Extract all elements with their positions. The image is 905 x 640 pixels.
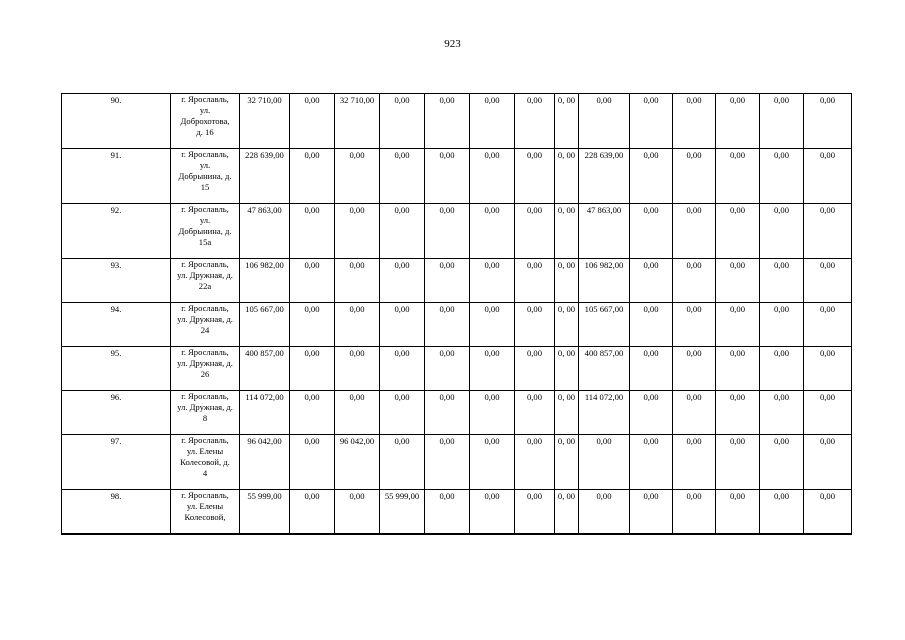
value-cell: 32 710,00 — [335, 94, 380, 149]
value-cell: 0,00 — [380, 303, 425, 347]
value-cell: 0, 00 — [555, 204, 579, 259]
value-cell: 0,00 — [804, 259, 852, 303]
value-cell: 0,00 — [380, 391, 425, 435]
total-cell: 105 667,00 — [240, 303, 290, 347]
value-cell: 0, 00 — [555, 391, 579, 435]
value-cell: 0,00 — [290, 94, 335, 149]
value-cell: 0,00 — [425, 303, 470, 347]
value-cell: 0,00 — [380, 435, 425, 490]
value-cell: 0,00 — [760, 94, 804, 149]
address-cell: г. Ярославль, ул. Елены Колесовой, — [171, 490, 240, 535]
value-cell: 0,00 — [290, 347, 335, 391]
value-cell: 0,00 — [804, 347, 852, 391]
total-cell: 400 857,00 — [240, 347, 290, 391]
value-cell: 0,00 — [515, 204, 555, 259]
table-row — [62, 435, 852, 490]
value-cell: 0,00 — [630, 259, 673, 303]
value-cell: 0,00 — [673, 435, 716, 490]
value-cell: 0,00 — [290, 149, 335, 204]
row-number-cell: 98. — [62, 490, 171, 535]
table-row — [62, 94, 852, 149]
row-number-cell: 91. — [62, 149, 171, 204]
value-cell: 0,00 — [630, 149, 673, 204]
value-cell: 0,00 — [515, 347, 555, 391]
value-cell: 0,00 — [425, 259, 470, 303]
value-cell: 0,00 — [804, 204, 852, 259]
total-cell: 114 072,00 — [240, 391, 290, 435]
value-cell: 0, 00 — [555, 347, 579, 391]
value-cell: 0,00 — [335, 259, 380, 303]
value-cell: 400 857,00 — [579, 347, 630, 391]
value-cell: 0,00 — [716, 303, 760, 347]
value-cell: 0,00 — [760, 435, 804, 490]
row-number-cell: 96. — [62, 391, 171, 435]
value-cell: 0, 00 — [555, 435, 579, 490]
value-cell: 0,00 — [804, 94, 852, 149]
value-cell: 0,00 — [425, 204, 470, 259]
value-cell: 0,00 — [716, 259, 760, 303]
value-cell: 0,00 — [716, 435, 760, 490]
value-cell: 0,00 — [716, 204, 760, 259]
value-cell: 0,00 — [804, 303, 852, 347]
value-cell: 0,00 — [630, 435, 673, 490]
total-cell: 55 999,00 — [240, 490, 290, 535]
value-cell: 0,00 — [470, 259, 515, 303]
value-cell: 0,00 — [335, 204, 380, 259]
address-cell: г. Ярославль, ул. Доброхотова, д. 16 — [171, 94, 240, 149]
value-cell: 0,00 — [335, 303, 380, 347]
value-cell: 0,00 — [673, 149, 716, 204]
total-cell: 106 982,00 — [240, 259, 290, 303]
value-cell: 0,00 — [716, 94, 760, 149]
value-cell: 0,00 — [673, 204, 716, 259]
value-cell: 0,00 — [760, 347, 804, 391]
row-number-cell: 95. — [62, 347, 171, 391]
value-cell: 0,00 — [290, 259, 335, 303]
value-cell: 0,00 — [380, 149, 425, 204]
value-cell: 0,00 — [760, 490, 804, 535]
value-cell: 0,00 — [760, 391, 804, 435]
value-cell: 0,00 — [804, 391, 852, 435]
row-number-cell: 90. — [62, 94, 171, 149]
value-cell: 0,00 — [470, 347, 515, 391]
value-cell: 0,00 — [579, 435, 630, 490]
value-cell: 0,00 — [425, 347, 470, 391]
value-cell: 106 982,00 — [579, 259, 630, 303]
value-cell: 0,00 — [579, 94, 630, 149]
address-cell: г. Ярославль, ул. Дружная, д. 22а — [171, 259, 240, 303]
table-row — [62, 303, 852, 347]
value-cell: 0,00 — [335, 149, 380, 204]
value-cell: 0,00 — [470, 94, 515, 149]
value-cell: 0,00 — [290, 435, 335, 490]
value-cell: 0,00 — [515, 435, 555, 490]
address-cell: г. Ярославль, ул. Дружная, д. 8 — [171, 391, 240, 435]
value-cell: 55 999,00 — [380, 490, 425, 535]
value-cell: 0, 00 — [555, 259, 579, 303]
value-cell: 0,00 — [673, 94, 716, 149]
value-cell: 0,00 — [290, 391, 335, 435]
address-cell: г. Ярославль, ул. Дружная, д. 26 — [171, 347, 240, 391]
value-cell: 0,00 — [425, 435, 470, 490]
value-cell: 0,00 — [760, 303, 804, 347]
value-cell: 0,00 — [760, 259, 804, 303]
total-cell: 32 710,00 — [240, 94, 290, 149]
value-cell: 0,00 — [380, 259, 425, 303]
row-number-cell: 93. — [62, 259, 171, 303]
value-cell: 0,00 — [716, 490, 760, 535]
total-cell: 228 639,00 — [240, 149, 290, 204]
value-cell: 0,00 — [470, 490, 515, 535]
value-cell: 0,00 — [470, 204, 515, 259]
value-cell: 228 639,00 — [579, 149, 630, 204]
budget-table — [61, 93, 852, 535]
value-cell: 0,00 — [335, 391, 380, 435]
value-cell: 0,00 — [804, 149, 852, 204]
table-row — [62, 391, 852, 435]
value-cell: 0, 00 — [555, 149, 579, 204]
value-cell: 0,00 — [716, 347, 760, 391]
table-row — [62, 204, 852, 259]
value-cell: 47 863,00 — [579, 204, 630, 259]
value-cell: 0,00 — [425, 391, 470, 435]
value-cell: 0,00 — [290, 204, 335, 259]
table-row — [62, 490, 852, 535]
value-cell: 0,00 — [673, 490, 716, 535]
value-cell: 0,00 — [425, 490, 470, 535]
value-cell: 0,00 — [673, 303, 716, 347]
table-row — [62, 149, 852, 204]
table-row — [62, 259, 852, 303]
value-cell: 0,00 — [630, 490, 673, 535]
value-cell: 0, 00 — [555, 94, 579, 149]
value-cell: 0,00 — [804, 435, 852, 490]
value-cell: 96 042,00 — [335, 435, 380, 490]
value-cell: 0,00 — [716, 149, 760, 204]
value-cell: 0, 00 — [555, 303, 579, 347]
row-number-cell: 97. — [62, 435, 171, 490]
value-cell: 0,00 — [673, 347, 716, 391]
address-cell: г. Ярославль, ул. Добрынина, д. 15 — [171, 149, 240, 204]
value-cell: 0,00 — [716, 391, 760, 435]
value-cell: 0,00 — [380, 204, 425, 259]
address-cell: г. Ярославль, ул. Елены Колесовой, д. 4 — [171, 435, 240, 490]
row-number-cell: 94. — [62, 303, 171, 347]
value-cell: 0,00 — [335, 347, 380, 391]
value-cell: 0,00 — [515, 149, 555, 204]
value-cell: 0,00 — [470, 149, 515, 204]
value-cell: 0,00 — [425, 94, 470, 149]
value-cell: 0,00 — [630, 94, 673, 149]
value-cell: 0,00 — [290, 490, 335, 535]
value-cell: 0,00 — [470, 391, 515, 435]
page-number: 923 — [444, 38, 461, 50]
value-cell: 0,00 — [425, 149, 470, 204]
table-row — [62, 347, 852, 391]
value-cell: 0,00 — [673, 391, 716, 435]
value-cell: 0,00 — [673, 259, 716, 303]
value-cell: 0,00 — [760, 204, 804, 259]
value-cell: 0,00 — [630, 204, 673, 259]
value-cell: 0,00 — [579, 490, 630, 535]
value-cell: 0,00 — [335, 490, 380, 535]
value-cell: 0,00 — [470, 303, 515, 347]
value-cell: 0,00 — [290, 303, 335, 347]
total-cell: 47 863,00 — [240, 204, 290, 259]
value-cell: 0,00 — [515, 490, 555, 535]
value-cell: 105 667,00 — [579, 303, 630, 347]
value-cell: 0,00 — [380, 94, 425, 149]
address-cell: г. Ярославль, ул. Дружная, д. 24 — [171, 303, 240, 347]
total-cell: 96 042,00 — [240, 435, 290, 490]
value-cell: 0,00 — [804, 490, 852, 535]
value-cell: 114 072,00 — [579, 391, 630, 435]
row-number-cell: 92. — [62, 204, 171, 259]
value-cell: 0,00 — [760, 149, 804, 204]
value-cell: 0,00 — [470, 435, 515, 490]
value-cell: 0, 00 — [555, 490, 579, 535]
value-cell: 0,00 — [630, 303, 673, 347]
value-cell: 0,00 — [380, 347, 425, 391]
value-cell: 0,00 — [515, 391, 555, 435]
address-cell: г. Ярославль, ул. Добрынина, д. 15а — [171, 204, 240, 259]
value-cell: 0,00 — [630, 391, 673, 435]
value-cell: 0,00 — [515, 94, 555, 149]
value-cell: 0,00 — [515, 303, 555, 347]
value-cell: 0,00 — [630, 347, 673, 391]
value-cell: 0,00 — [515, 259, 555, 303]
